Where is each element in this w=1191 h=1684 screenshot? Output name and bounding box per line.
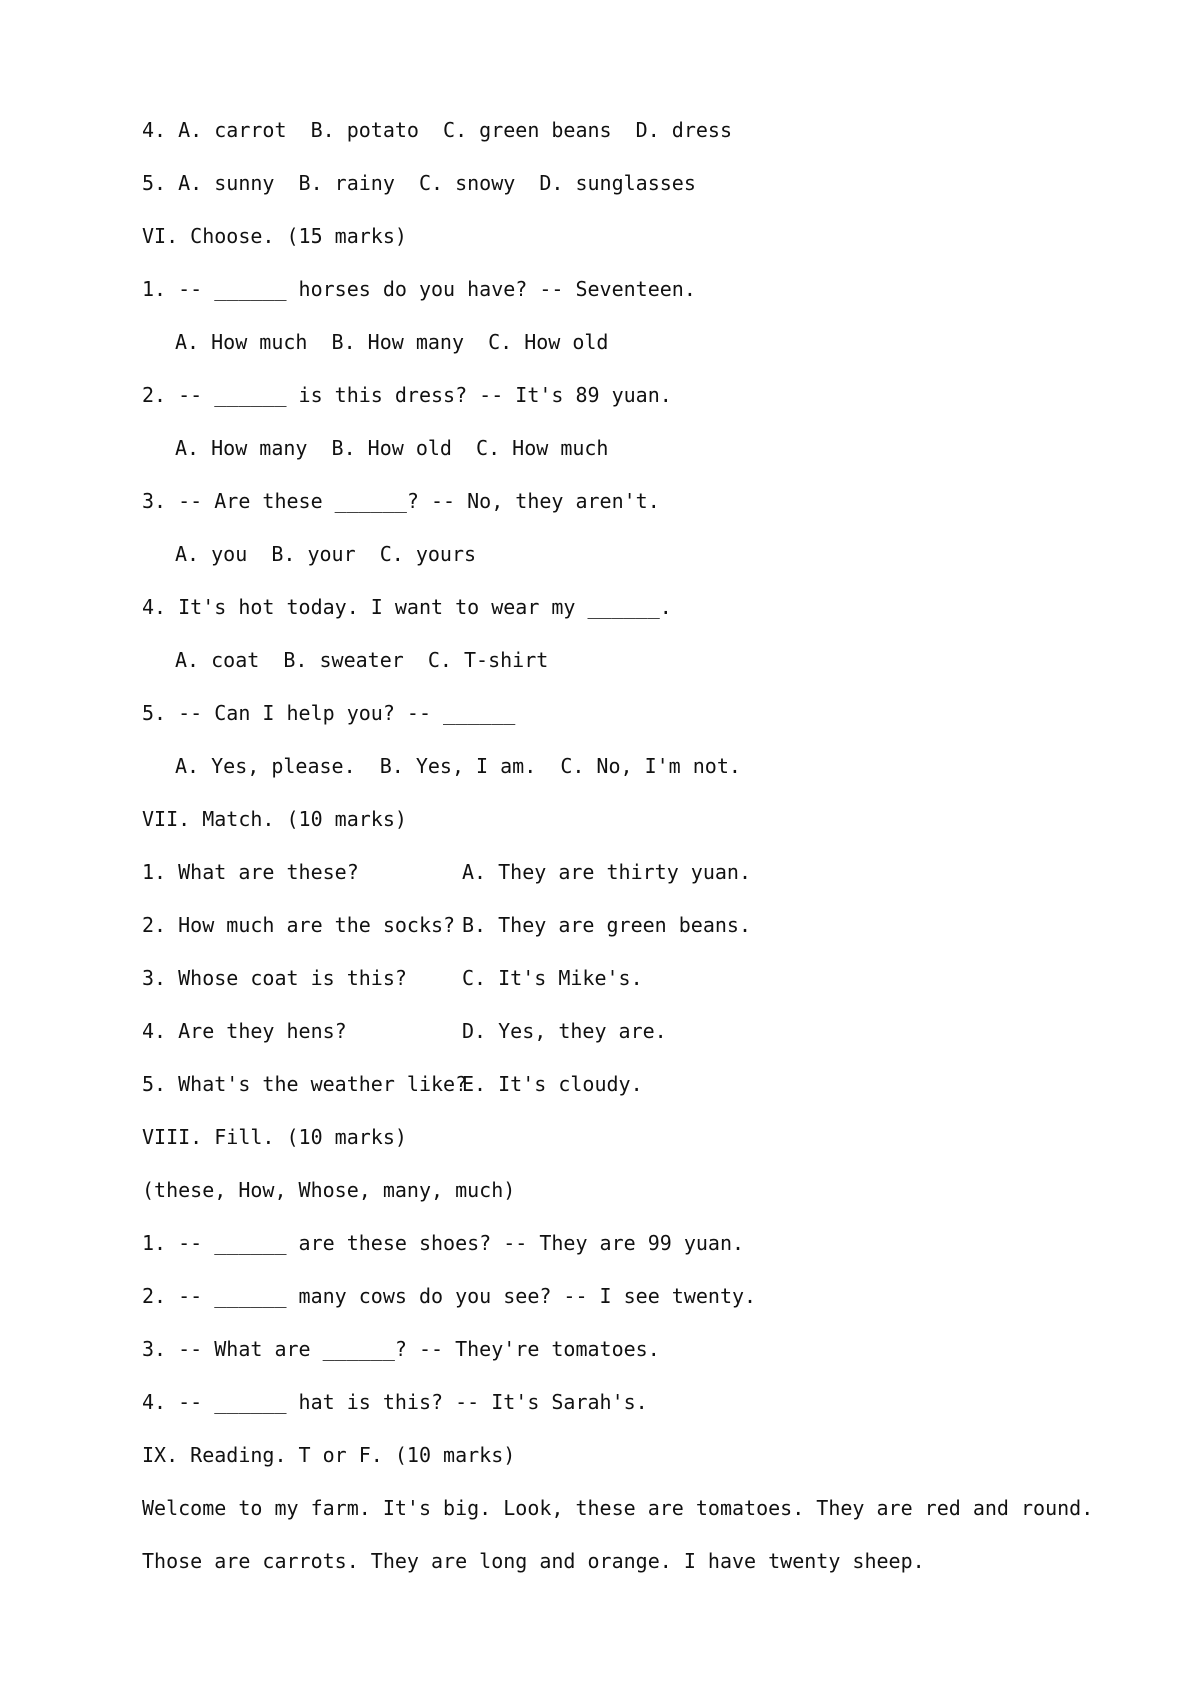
match-question: 5. What's the weather like?	[142, 1072, 468, 1096]
match-answer: A. They are thirty yuan.	[462, 860, 751, 884]
match-question: 1. What are these?	[142, 860, 359, 884]
section-heading-match: VII. Match. (10 marks)	[142, 807, 407, 831]
match-question: 3. Whose coat is this?	[142, 966, 407, 990]
match-row	[142, 1062, 1122, 1115]
choose-question-2-options: A. How many B. How old C. How much	[175, 436, 609, 460]
choose-question-3: 3. -- Are these ______? -- No, they aren't.	[142, 489, 660, 513]
match-row	[142, 1009, 1122, 1062]
match-answer: D. Yes, they are.	[462, 1019, 667, 1043]
match-answer: B. They are green beans.	[462, 913, 751, 937]
worksheet-page	[142, 108, 1122, 1592]
choose-question-1: 1. -- ______ horses do you have? -- Seventeen.	[142, 277, 696, 301]
reading-passage-line: Welcome to my farm. It's big. Look, these are tomatoes. They are red and round.	[142, 1496, 1094, 1520]
choose-question-5: 5. -- Can I help you? -- ______	[142, 701, 516, 725]
match-answer: C. It's Mike's.	[462, 966, 643, 990]
match-answer: E. It's cloudy.	[462, 1072, 643, 1096]
choose-question-5-options: A. Yes, please. B. Yes, I am. C. No, I'm not.	[175, 754, 741, 778]
fill-question-3: 3. -- What are ______? -- They're tomatoes.	[142, 1337, 660, 1361]
section-heading-fill: VIII. Fill. (10 marks)	[142, 1125, 407, 1149]
match-question: 2. How much are the socks?	[142, 913, 456, 937]
fill-question-2: 2. -- ______ many cows do you see? -- I see twenty.	[142, 1284, 757, 1308]
match-row	[142, 903, 1122, 956]
question-5-options: 5. A. sunny B. rainy C. snowy D. sunglasses	[142, 171, 696, 195]
fill-question-4: 4. -- ______ hat is this? -- It's Sarah's.	[142, 1390, 648, 1414]
choose-question-1-options: A. How much B. How many C. How old	[175, 330, 609, 354]
section-heading-reading: IX. Reading. T or F. (10 marks)	[142, 1443, 516, 1467]
match-row	[142, 956, 1122, 1009]
choose-question-2: 2. -- ______ is this dress? -- It's 89 yuan.	[142, 383, 672, 407]
question-4-options: 4. A. carrot B. potato C. green beans D. dress	[142, 118, 733, 142]
choose-question-3-options: A. you B. your C. yours	[175, 542, 477, 566]
match-row	[142, 850, 1122, 903]
fill-word-bank: (these, How, Whose, many, much)	[142, 1178, 516, 1202]
choose-question-4-options: A. coat B. sweater C. T-shirt	[175, 648, 549, 672]
choose-question-4: 4. It's hot today. I want to wear my ______.	[142, 595, 672, 619]
match-question: 4. Are they hens?	[142, 1019, 347, 1043]
reading-passage-line: Those are carrots. They are long and orange. I have twenty sheep.	[142, 1549, 925, 1573]
fill-question-1: 1. -- ______ are these shoes? -- They are 99 yuan.	[142, 1231, 745, 1255]
section-heading-choose: VI. Choose. (15 marks)	[142, 224, 407, 248]
